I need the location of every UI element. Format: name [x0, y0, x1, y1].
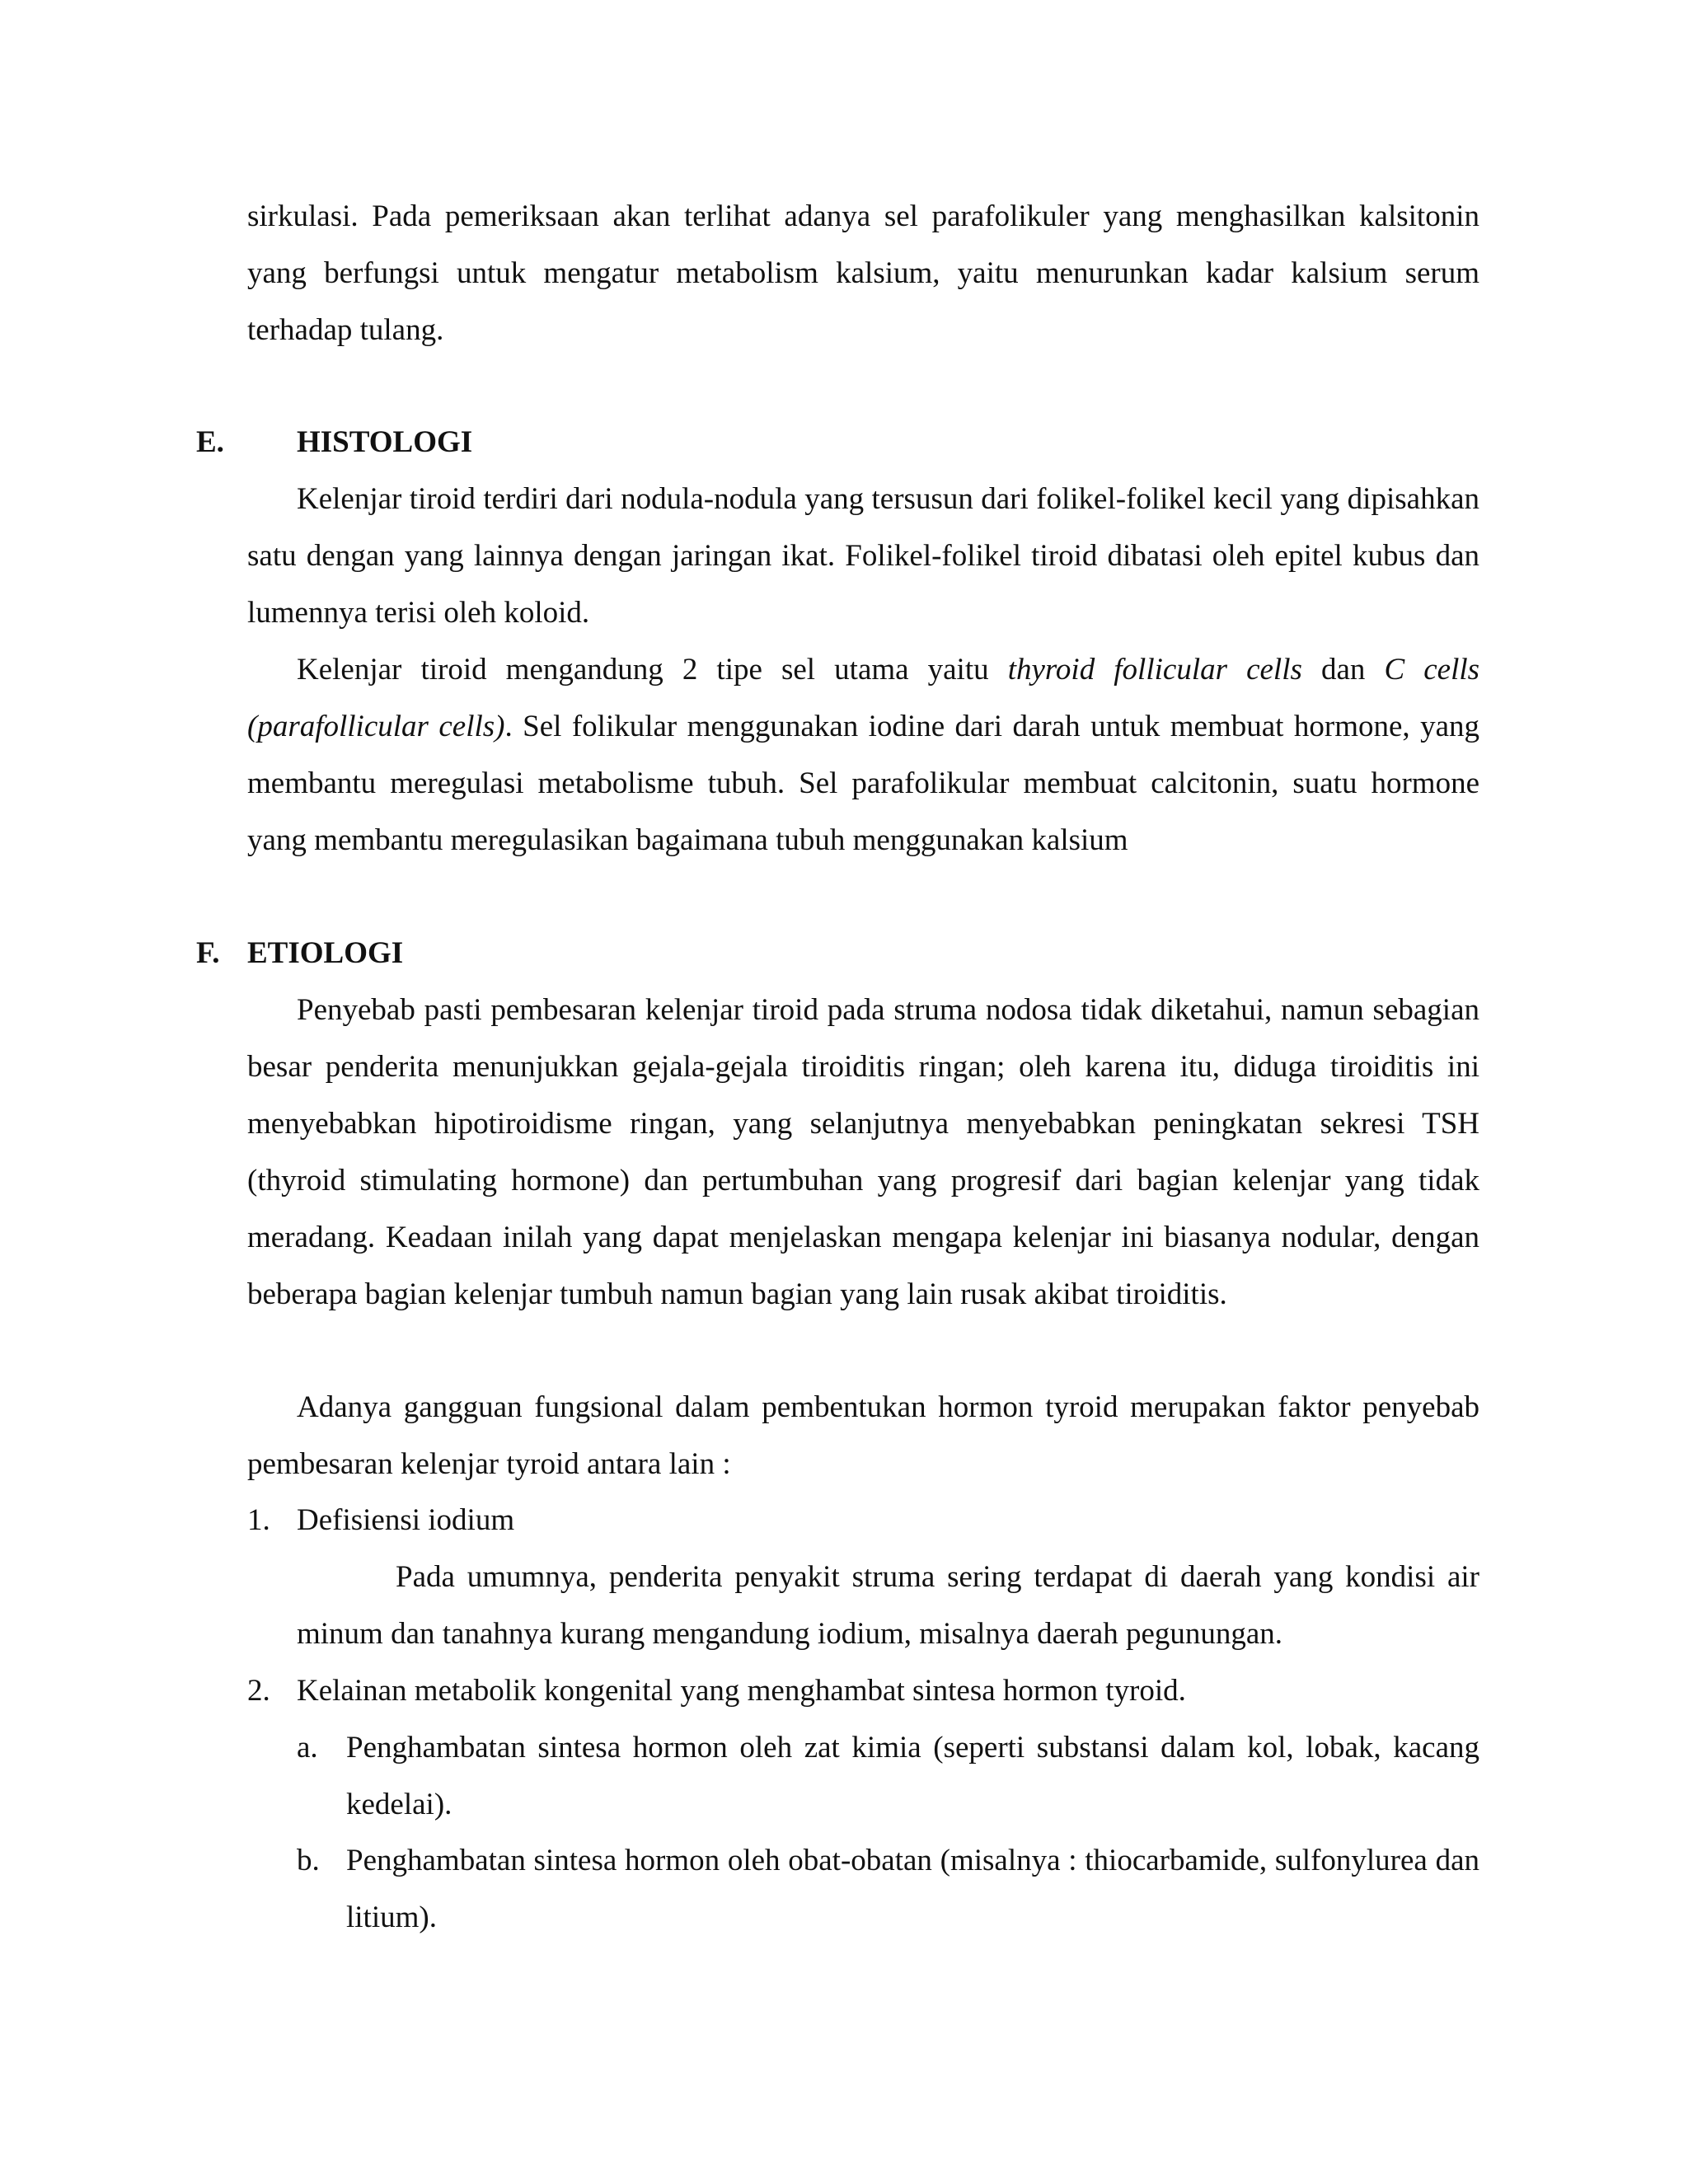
section-e-p2-text-b: dan: [1301, 653, 1385, 687]
sub-item-b-marker: b.: [297, 1844, 320, 1877]
section-e-title: HISTOLOGI: [297, 425, 473, 459]
section-e-paragraph-2: [247, 641, 1479, 869]
intro-paragraph: sirkulasi. Pada pemeriksaan akan terlihat adanya sel parafolikuler yang menghasilkan kalsitonin yang berfungsi untuk mengatur metabolism kalsium, yaitu menurunkan kadar kalsium serum terhadap tulang.: [247, 199, 1479, 347]
list-item-1-title: Defisiensi iodium: [297, 1503, 515, 1537]
section-e-p2-italic-1: thyroid follicular cells: [1007, 653, 1302, 687]
section-f-title: ETIOLOGI: [247, 936, 404, 970]
section-e-p2-italic-2: C cells (parafollicular cells): [247, 653, 1480, 743]
sub-item-b-text: Penghambatan sintesa hormon oleh obat-obatan (misalnya : thiocarbamide, sulfonylurea dan litium).: [346, 1844, 1479, 1934]
section-e-paragraph-1: Kelenjar tiroid terdiri dari nodula-nodula yang tersusun dari folikel-folikel kecil yang dipisahkan satu dengan yang lainnya dengan jaringan ikat. Folikel-folikel tiroid dibatasi oleh epitel kubus dan lumennya terisi oleh koloid.: [247, 482, 1479, 630]
section-f-letter: F.: [196, 936, 220, 970]
section-e-letter: E.: [196, 425, 224, 459]
section-e-p2-text-c: . Sel folikular menggunakan iodine dari darah untuk membuat hormone, yang membantu meregulasi metabolisme tubuh. Sel parafolikular membuat calcitonin, suatu hormone yang membantu meregulasikan bagaimana tubuh menggunakan kalsium: [247, 710, 1479, 857]
list-item-1-text: Pada umumnya, penderita penyakit struma sering terdapat di daerah yang kondisi air minum dan tanahnya kurang mengandung iodium, misalnya daerah pegunungan.: [297, 1560, 1479, 1651]
sub-item-a-text: Penghambatan sintesa hormon oleh zat kimia (seperti substansi dalam kol, lobak, kacang kedelai).: [346, 1731, 1479, 1821]
list-item-2-title: Kelainan metabolik kongenital yang menghambat sintesa hormon tyroid.: [297, 1674, 1186, 1708]
list-item-1-marker: 1.: [247, 1503, 270, 1537]
list-item-2-marker: 2.: [247, 1674, 270, 1708]
section-f-paragraph-1: Penyebab pasti pembesaran kelenjar tiroid pada struma nodosa tidak diketahui, namun sebagian besar penderita menunjukkan gejala-gejala tiroiditis ringan; oleh karena itu, diduga tiroiditis ini menyebabkan hipotiroidisme ringan, yang selanjutnya menyebabkan peningkatan sekresi TSH (thyroid stimulating hormone) dan pertumbuhan yang progresif dari bagian kelenjar yang tidak meradang. Keadaan inilah yang dapat menjelaskan mengapa kelenjar ini biasanya nodular, dengan beberapa bagian kelenjar tumbuh namun bagian yang lain rusak akibat tiroiditis.: [247, 993, 1479, 1311]
sub-item-a-marker: a.: [297, 1731, 318, 1765]
section-e-p2-text-a: Kelenjar tiroid mengandung 2 tipe sel utama yaitu: [297, 653, 1008, 687]
section-f-paragraph-2: Adanya gangguan fungsional dalam pembentukan hormon tyroid merupakan faktor penyebab pembesaran kelenjar tyroid antara lain :: [247, 1390, 1479, 1481]
